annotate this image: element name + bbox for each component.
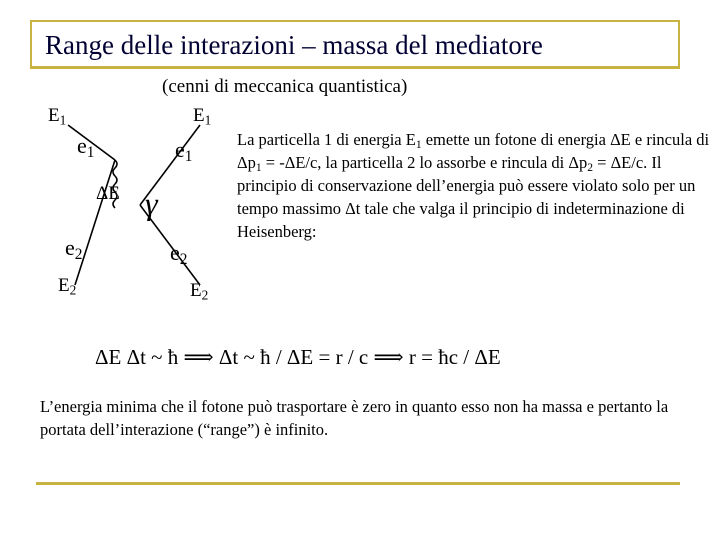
label-E2-left: $E_2$ xyxy=(58,275,77,298)
particle-1-out-line xyxy=(75,160,115,285)
label-e1-left: $e_1$ xyxy=(77,133,95,161)
label-e2-right: $e_2$ xyxy=(170,240,188,268)
label-delta-E: ΔE xyxy=(96,183,120,204)
conclusion-paragraph: L’energia minima che il fotone può trasportare è zero in quanto esso non ha massa e pertanto la portata dell’interazione (“range”) è infinito. xyxy=(40,397,669,439)
uncertainty-formula: ΔE Δt ~ ħ ⟹ Δt ~ ħ / ΔE = r / c ⟹ r = ħc / ΔE xyxy=(95,345,501,369)
label-E2-right: $E_2$ xyxy=(190,280,209,303)
page-subtitle: (cenni di meccanica quantistica) xyxy=(162,76,408,97)
label-gamma: γ xyxy=(145,185,158,221)
title-frame-right xyxy=(678,20,680,68)
title-frame-top xyxy=(30,20,680,22)
page-title: Range delle interazioni – massa del mediatore xyxy=(45,30,543,60)
bottom-rule xyxy=(36,482,680,485)
title-underline xyxy=(30,66,680,69)
title-frame-left xyxy=(30,20,32,68)
label-E1-left: $E_1$ xyxy=(48,105,67,128)
explanation-paragraph: La particella 1 di energia $E_1$ emette un fotone di energia ΔE e rincula di $\Delta p_1 = -\Delta E/c$, la particella 2 lo assorbe e rincula di $\Delta p_2 = \Delta E/c$. Il principio di conservazione dell’energia può essere violato solo per un tempo massimo Δt tale che valga il principio di indeterminazione di Heisenberg: xyxy=(237,130,710,241)
feynman-diagram xyxy=(40,105,240,305)
label-e1-right: $e_1$ xyxy=(175,137,193,165)
label-e2-left: $e_2$ xyxy=(65,235,83,263)
label-E1-right: $E_1$ xyxy=(193,105,212,128)
